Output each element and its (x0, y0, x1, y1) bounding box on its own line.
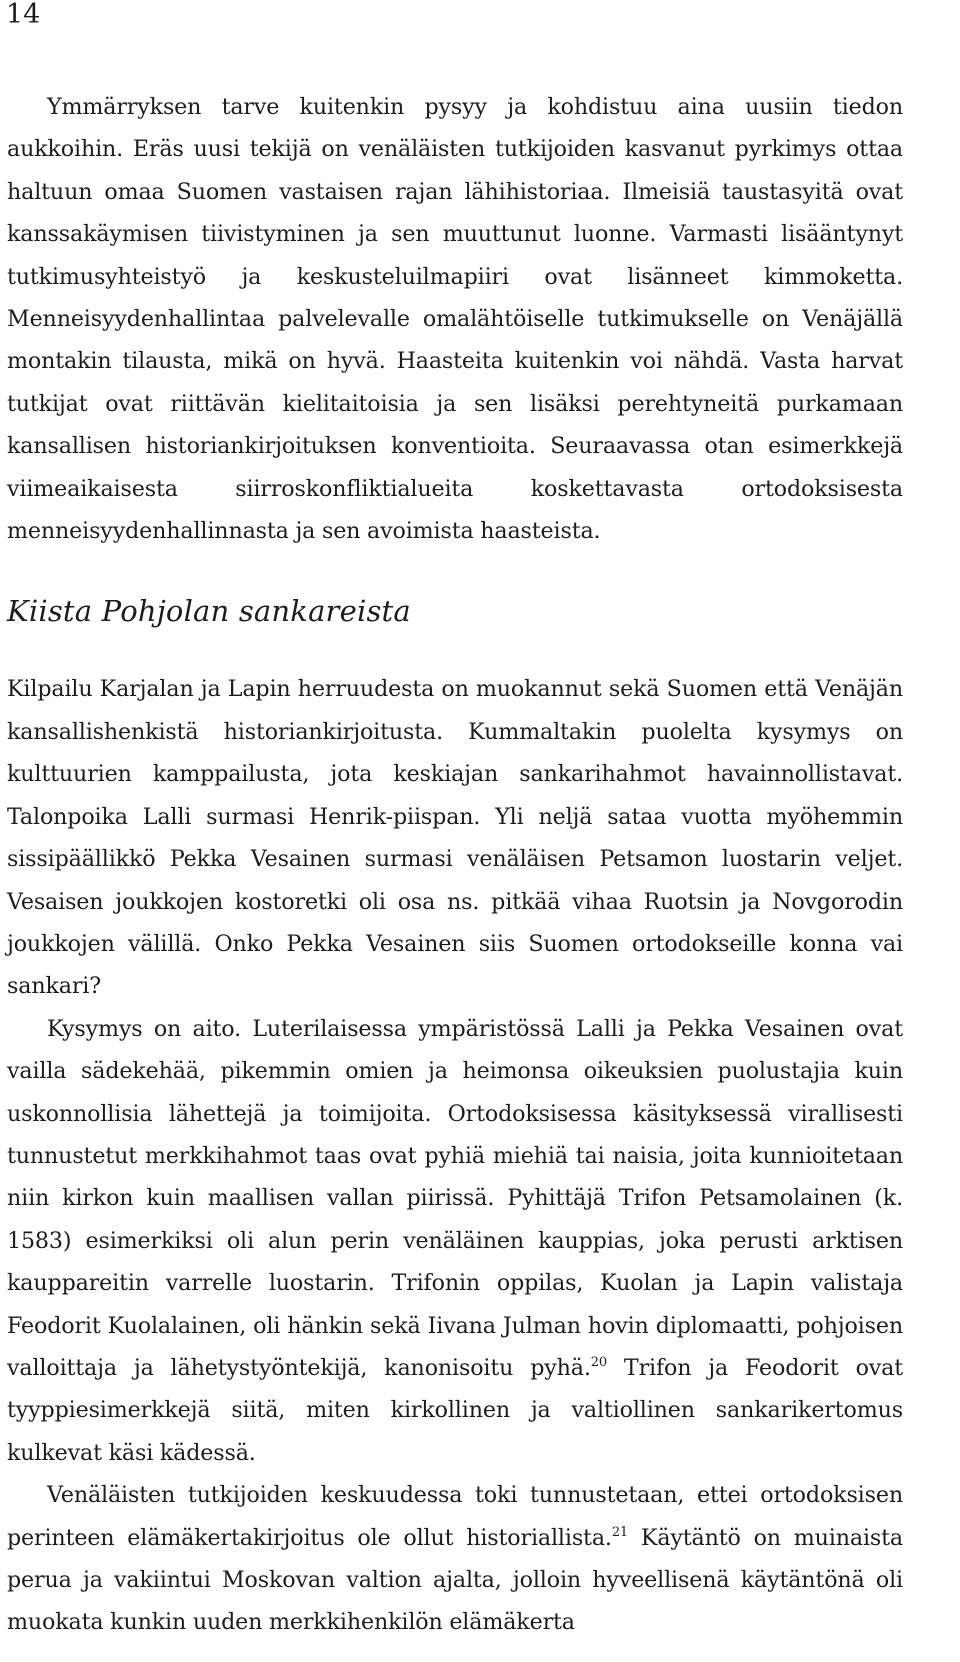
footnote-ref[interactable]: 21 (611, 1524, 629, 1540)
page-number: 14 (6, 0, 41, 30)
body-paragraph (7, 1008, 903, 1474)
paragraph-text: Käytäntö on muinaista perua ja vakiintui Moskovan valtion ajalta, jolloin hyveellisenä käytäntönä oli muokata kunkin uuden merkkihenkilön elämäkerta (7, 1524, 903, 1636)
paragraph-text: Kysymys on aito. Luterilaisessa ympäristössä Lalli ja Pekka Vesainen ovat vailla sädekehää, pikemmin omien ja heimonsa oikeuksien puolustajia kuin uskonnollisia lähettejä ja toimijoita. Ortodoksisessa käsityksessä virallisesti tunnustetut merkkihahmot taas ovat pyhiä miehiä tai naisia, joita kunnioitetaan niin kirkon kuin maallisen vallan piirissä. Pyhittäjä Trifon Petsamolainen (k. 1583) esimerkiksi oli alun perin venäläinen kauppias, joka perusti arktisen kauppareitin varrelle luostarin. Trifonin oppilas, Kuolan ja Lapin valistaja Feodorit Kuolalainen, oli hänkin sekä Iivana Julman hovin diplomaatti, pohjoisen valloittaja ja lähetystyöntekijä, kanonisoitu pyhä. (7, 1015, 903, 1381)
footnote-ref[interactable]: 20 (590, 1354, 608, 1370)
section-heading: Kiista Pohjolan sankareista (7, 594, 411, 629)
body-paragraph (7, 1474, 903, 1644)
paragraph-text: Trifon ja Feodorit ovat tyyppiesimerkkejä siitä, miten kirkollinen ja valtiollinen sankarikertomus kulkevat käsi kädessä. (7, 1354, 904, 1466)
page-body (7, 86, 903, 1644)
body-paragraph: Ymmärryksen tarve kuitenkin pysyy ja kohdistuu aina uusiin tiedon aukkoihin. Eräs uusi tekijä on venäläisten tutkijoiden kasvanut pyrkimys ottaa haltuun omaa Suomen vastaisen rajan lähihistoriaa. Ilmeisiä taustasyitä ovat kanssakäymisen tiivistyminen ja sen muuttunut luonne. Varmasti lisääntynyt tutkimusyhteistyö ja keskusteluilmapiiri ovat lisänneet kimmoketta. Menneisyydenhallintaa palvelevalle omalähtöiselle tutkimukselle on Venäjällä montakin tilausta, mikä on hyvä. Haasteita kuitenkin voi nähdä. Vasta harvat tutkijat ovat riittävän kielitaitoisia ja sen lisäksi perehtyneitä purkamaan kansallisen historiankirjoituksen konventioita. Seuraavassa otan esimerkkejä viimeaikaisesta siirroskonfliktialueita koskettavasta ortodoksisesta menneisyydenhallinnasta ja sen avoimista haasteista. (7, 94, 903, 545)
body-paragraph: Kilpailu Karjalan ja Lapin herruudesta on muokannut sekä Suomen että Venäjän kansallishenkistä historiankirjoitusta. Kummaltakin puolelta kysymys on kulttuurien kamppailusta, jota keskiajan sankarihahmot havainnollistavat. Talonpoika Lalli surmasi Henrik-piispan. Yli neljä sataa vuotta myöhemmin sissipäällikkö Pekka Vesainen surmasi venäläisen Petsamon luostarin veljet. Vesaisen joukkojen kostoretki oli osa ns. pitkää vihaa Ruotsin ja Novgorodin joukkojen välillä. Onko Pekka Vesainen siis Suomen ortodokseille konna vai sankari? (7, 676, 903, 1000)
paragraph-text: Venäläisten tutkijoiden keskuudessa toki tunnustetaan, ettei ortodoksisen perinteen elämäkertakirjoitus ole ollut historiallista. (7, 1482, 903, 1551)
